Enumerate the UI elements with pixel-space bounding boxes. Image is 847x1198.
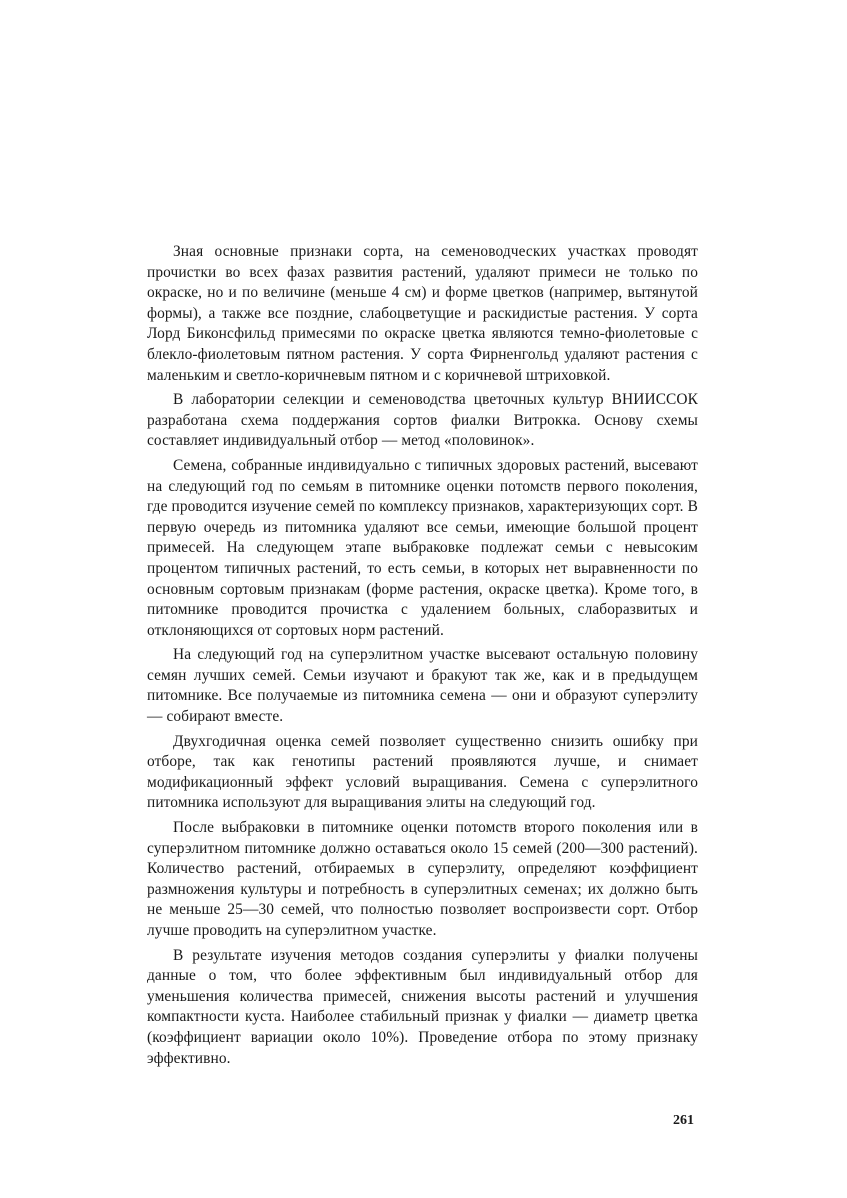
paragraph: В лаборатории селекции и семеноводства цветочных культур ВНИИССОК разработана схема поддержания сортов фиалки Витрокка. Основу схемы составляет индивидуальный отбор — метод «половинок». (147, 391, 698, 450)
paragraph: На следующий год на суперэлитном участке высевают остальную половину семян лучших семей. Семьи изучают и бракуют так же, как и в предыдущем питомнике. Все получаемые из питомника семена — они и образуют суперэлиту — собирают вместе. (147, 646, 698, 726)
page-number: 261 (673, 1113, 694, 1128)
body-text (147, 242, 698, 1073)
paragraph: В результате изучения методов создания суперэлиты у фиалки получены данные о том, что более эффективным был индивидуальный отбор для уменьшения количества примесей, снижения высоты растений и улучшения компактности куста. Наиболее стабильный признак у фиалки — диаметр цветка (коэффициент вариации около 10%). Проведение отбора по этому признаку эффективно. (147, 946, 698, 1067)
paragraph: Семена, собранные индивидуально с типичных здоровых растений, высевают на следующий год по семьям в питомнике оценки потомств первого поколения, где проводится изучение семей по комплексу признаков, характеризующих сорт. В первую очередь из питомника удаляют все семьи, имеющие большой процент примесей. На следующем этапе выбраковке подлежат семьи с невысоким процентом типичных растений, то есть семьи, в которых нет выравненности по основным сортовым признакам (форме растения, окраске цветка). Кроме того, в питомнике проводится прочистка с удалением больных, слаборазвитых и отклоняющихся от сортовых норм растений. (147, 456, 698, 639)
paragraph: Двухгодичная оценка семей позволяет существенно снизить ошибку при отборе, так как генотипы растений проявляются лучше, и снимает модификационный эффект условий выращивания. Семена с суперэлитного питомника используют для выращивания элиты на следующий год. (147, 732, 698, 812)
paragraph: После выбраковки в питомнике оценки потомств второго поколения или в суперэлитном питомнике должно оставаться около 15 семей (200—300 растений). Количество растений, отбираемых в суперэлиту, определяют коэффициент размножения культуры и потребность в суперэлитных семенах; их должно быть не меньше 25—30 семей, что полностью позволяет воспроизвести сорт. Отбор лучше проводить на суперэлитном участке. (147, 819, 698, 939)
paragraph: Зная основные признаки сорта, на семеноводческих участках проводят прочистки во всех фазах развития растений, удаляют примеси не только по окраске, но и по величине (меньше 4 см) и форме цветков (например, вытянутой формы), а также все поздние, слабоцветущие и раскидистые растения. У сорта Лорд Биконсфильд примесями по окраске цветка являются темно-фиолетовые с блекло-фиолетовым пятном растения. У сорта Фирненгольд удаляют растения с маленьким и светло-коричневым пятном и с коричневой штриховкой. (147, 243, 698, 384)
